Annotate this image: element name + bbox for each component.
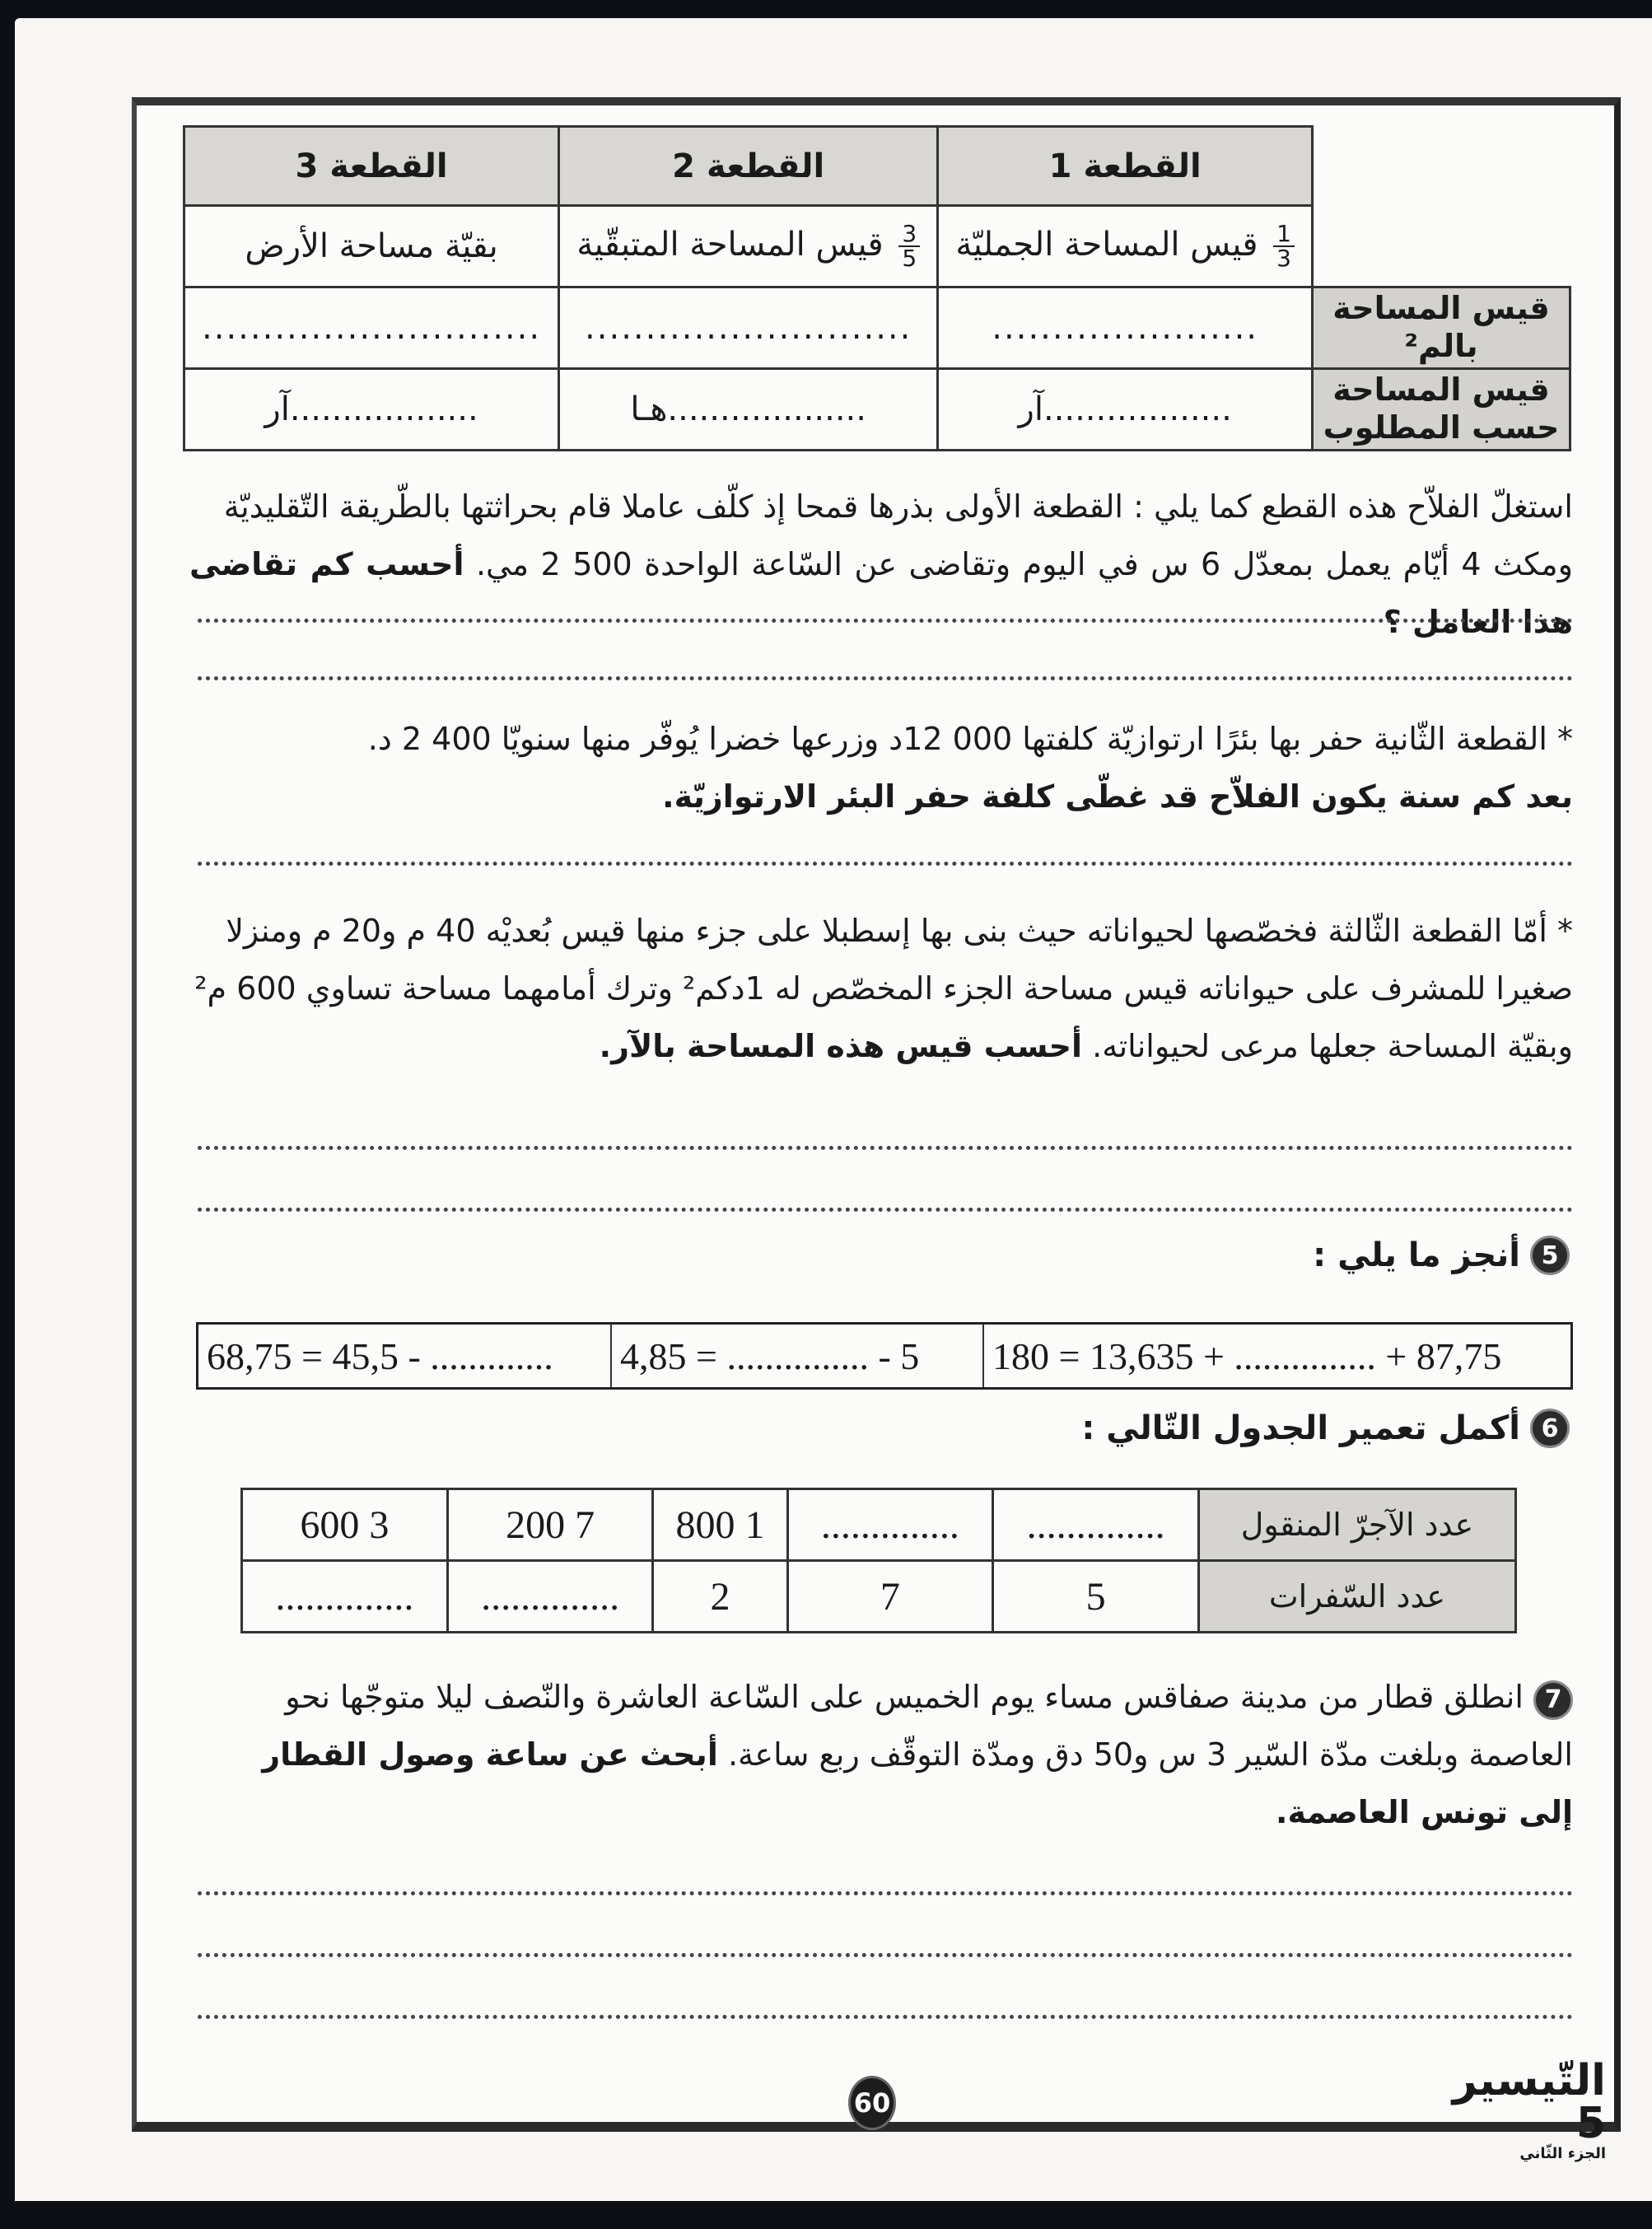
row-label-area-required: قيس المساحة حسب المطلوب <box>1313 369 1570 451</box>
section-7-problem: 7 انطلق قطار من مدينة صفاقس مساء يوم الخميس على السّاعة العاشرة والنّصف ليلا متوجّها نحو العاصمة وبلغت مدّة السّير 3 س و50 دق ومدّة التوقّف ربع ساعة. أبحث عن ساعة وصول القطار إلى تونس العاصمة. <box>262 1679 1573 1830</box>
problem-plot-3: * أمّا القطعة الثّالثة فخصّصها لحيواناته حيث بنى بها إسطبلا على جزء منها قيس بُعديْه 40 م و20 م ومنزلا صغيرا للمشرف على حيواناته قيس مساحة الجزء المخصّص له 1دكم² وترك أمامهما مساحة تساوي 600 م² وبقيّة المساحة جعلها مرعى لحيواناته. أحسب قيس هذه المساحة بالآر. <box>194 913 1573 1064</box>
answer-line[interactable] <box>198 614 1573 623</box>
question: إلى تونس العاصمة. <box>1276 1794 1573 1830</box>
plot-3-header: القطعة 3 <box>184 127 559 206</box>
section-5-title: 5 أنجز ما يلي : <box>1313 1236 1570 1275</box>
question: أحسب كم تقاضى هذا العامل ؟ <box>189 546 1573 640</box>
exercise-number-badge: 6 <box>1530 1409 1570 1448</box>
problem-plot-2: * القطعة الثّانية حفر بها بئرًا ارتوازيّة كلفتها 000 12د وزرعها خضرا يُوفّر منها سنويّا 400 2 د. بعد كم سنة يكون الفلاّح قد غطّى كلفة حفر البئر الارتوازيّة. <box>367 721 1573 815</box>
plots-table <box>183 125 1571 451</box>
equations-box <box>196 1322 1573 1390</box>
row-label-area-m2: قيس المساحة بالم² <box>1313 287 1570 369</box>
equation[interactable]: 4,85 = ............... - 5 <box>612 1325 984 1387</box>
plot-3-description: بقيّة مساحة الأرض <box>184 206 559 287</box>
plot-1-description: $\frac{1}{3}$ قيس المساحة الجمليّة <box>938 206 1313 287</box>
book-logo: التّيسير 5 الجزء الثّاني <box>1452 2056 1606 2162</box>
answer-line[interactable] <box>198 1141 1573 1150</box>
table-cell: 2 <box>653 1561 787 1633</box>
equation[interactable]: 180 = 13,635 + ............... + 87,75 <box>992 1334 1502 1377</box>
table-cell: 7 <box>787 1561 993 1633</box>
table-cell[interactable]: .............. <box>242 1561 448 1633</box>
answer-line[interactable] <box>198 2010 1573 2019</box>
problem-plot-1: استغلّ الفلاّح هذه القطع كما يلي : القطعة الأولى بذرها قمحا إذ كلّف عاملا قام بحراثتها بالطّريقة التّقليديّة ومكث 4 أيّام يعمل بمعدّل 6 س في اليوم وتقاضى عن السّاعة الواحدة 500 2 مي. أحسب كم تقاضى هذا العامل ؟ <box>189 488 1573 640</box>
answer-blank[interactable]: ..................آر <box>938 369 1313 451</box>
equation[interactable]: 68,75 = 45,5 - ............. <box>198 1325 612 1387</box>
answer-line[interactable] <box>198 1203 1573 1212</box>
answer-blank[interactable]: ...................هـا <box>559 369 938 451</box>
answer-line[interactable] <box>198 671 1573 680</box>
table-cell[interactable]: .............. <box>787 1489 993 1561</box>
table-cell: 1 800 <box>653 1489 787 1561</box>
plot-2-header: القطعة 2 <box>559 127 938 206</box>
answer-line[interactable] <box>198 857 1573 866</box>
row-label-trips: عدد السّفرات <box>1199 1561 1516 1633</box>
answer-blank[interactable]: ...................... <box>938 287 1313 369</box>
plot-2-description: $\frac{3}{5}$ قيس المساحة المتبقّية <box>559 206 938 287</box>
table-cell: 3 600 <box>242 1489 448 1561</box>
question: بعد كم سنة يكون الفلاّح قد غطّى كلفة حفر البئر الارتوازيّة. <box>662 778 1573 815</box>
proportion-table <box>240 1488 1517 1633</box>
question: أحسب قيس هذه المساحة بالآر. <box>599 1028 1083 1064</box>
fraction: $\frac{3}{5}$ <box>898 222 920 270</box>
page-number: 60 <box>848 2076 896 2130</box>
table-cell: 7 200 <box>447 1489 653 1561</box>
plot-1-header: القطعة 1 <box>938 127 1313 206</box>
exercise-number-badge: 7 <box>1533 1680 1573 1720</box>
answer-blank[interactable]: ..................آر <box>184 369 559 451</box>
table-cell: 5 <box>993 1561 1199 1633</box>
question: أبحث عن ساعة وصول القطار <box>262 1736 718 1773</box>
table-cell[interactable]: .............. <box>447 1561 653 1633</box>
section-6-title: 6 أكمل تعمير الجدول التّالي : <box>1081 1409 1570 1448</box>
table-cell[interactable]: .............. <box>993 1489 1199 1561</box>
exercise-number-badge: 5 <box>1530 1236 1570 1275</box>
answer-line[interactable] <box>198 1886 1573 1895</box>
fraction: $\frac{1}{3}$ <box>1273 222 1295 270</box>
answer-blank[interactable]: ............................ <box>184 287 559 369</box>
answer-blank[interactable]: ........................... <box>559 287 938 369</box>
row-label-bricks: عدد الآجرّ المنقول <box>1199 1489 1516 1561</box>
answer-line[interactable] <box>198 1948 1573 1957</box>
